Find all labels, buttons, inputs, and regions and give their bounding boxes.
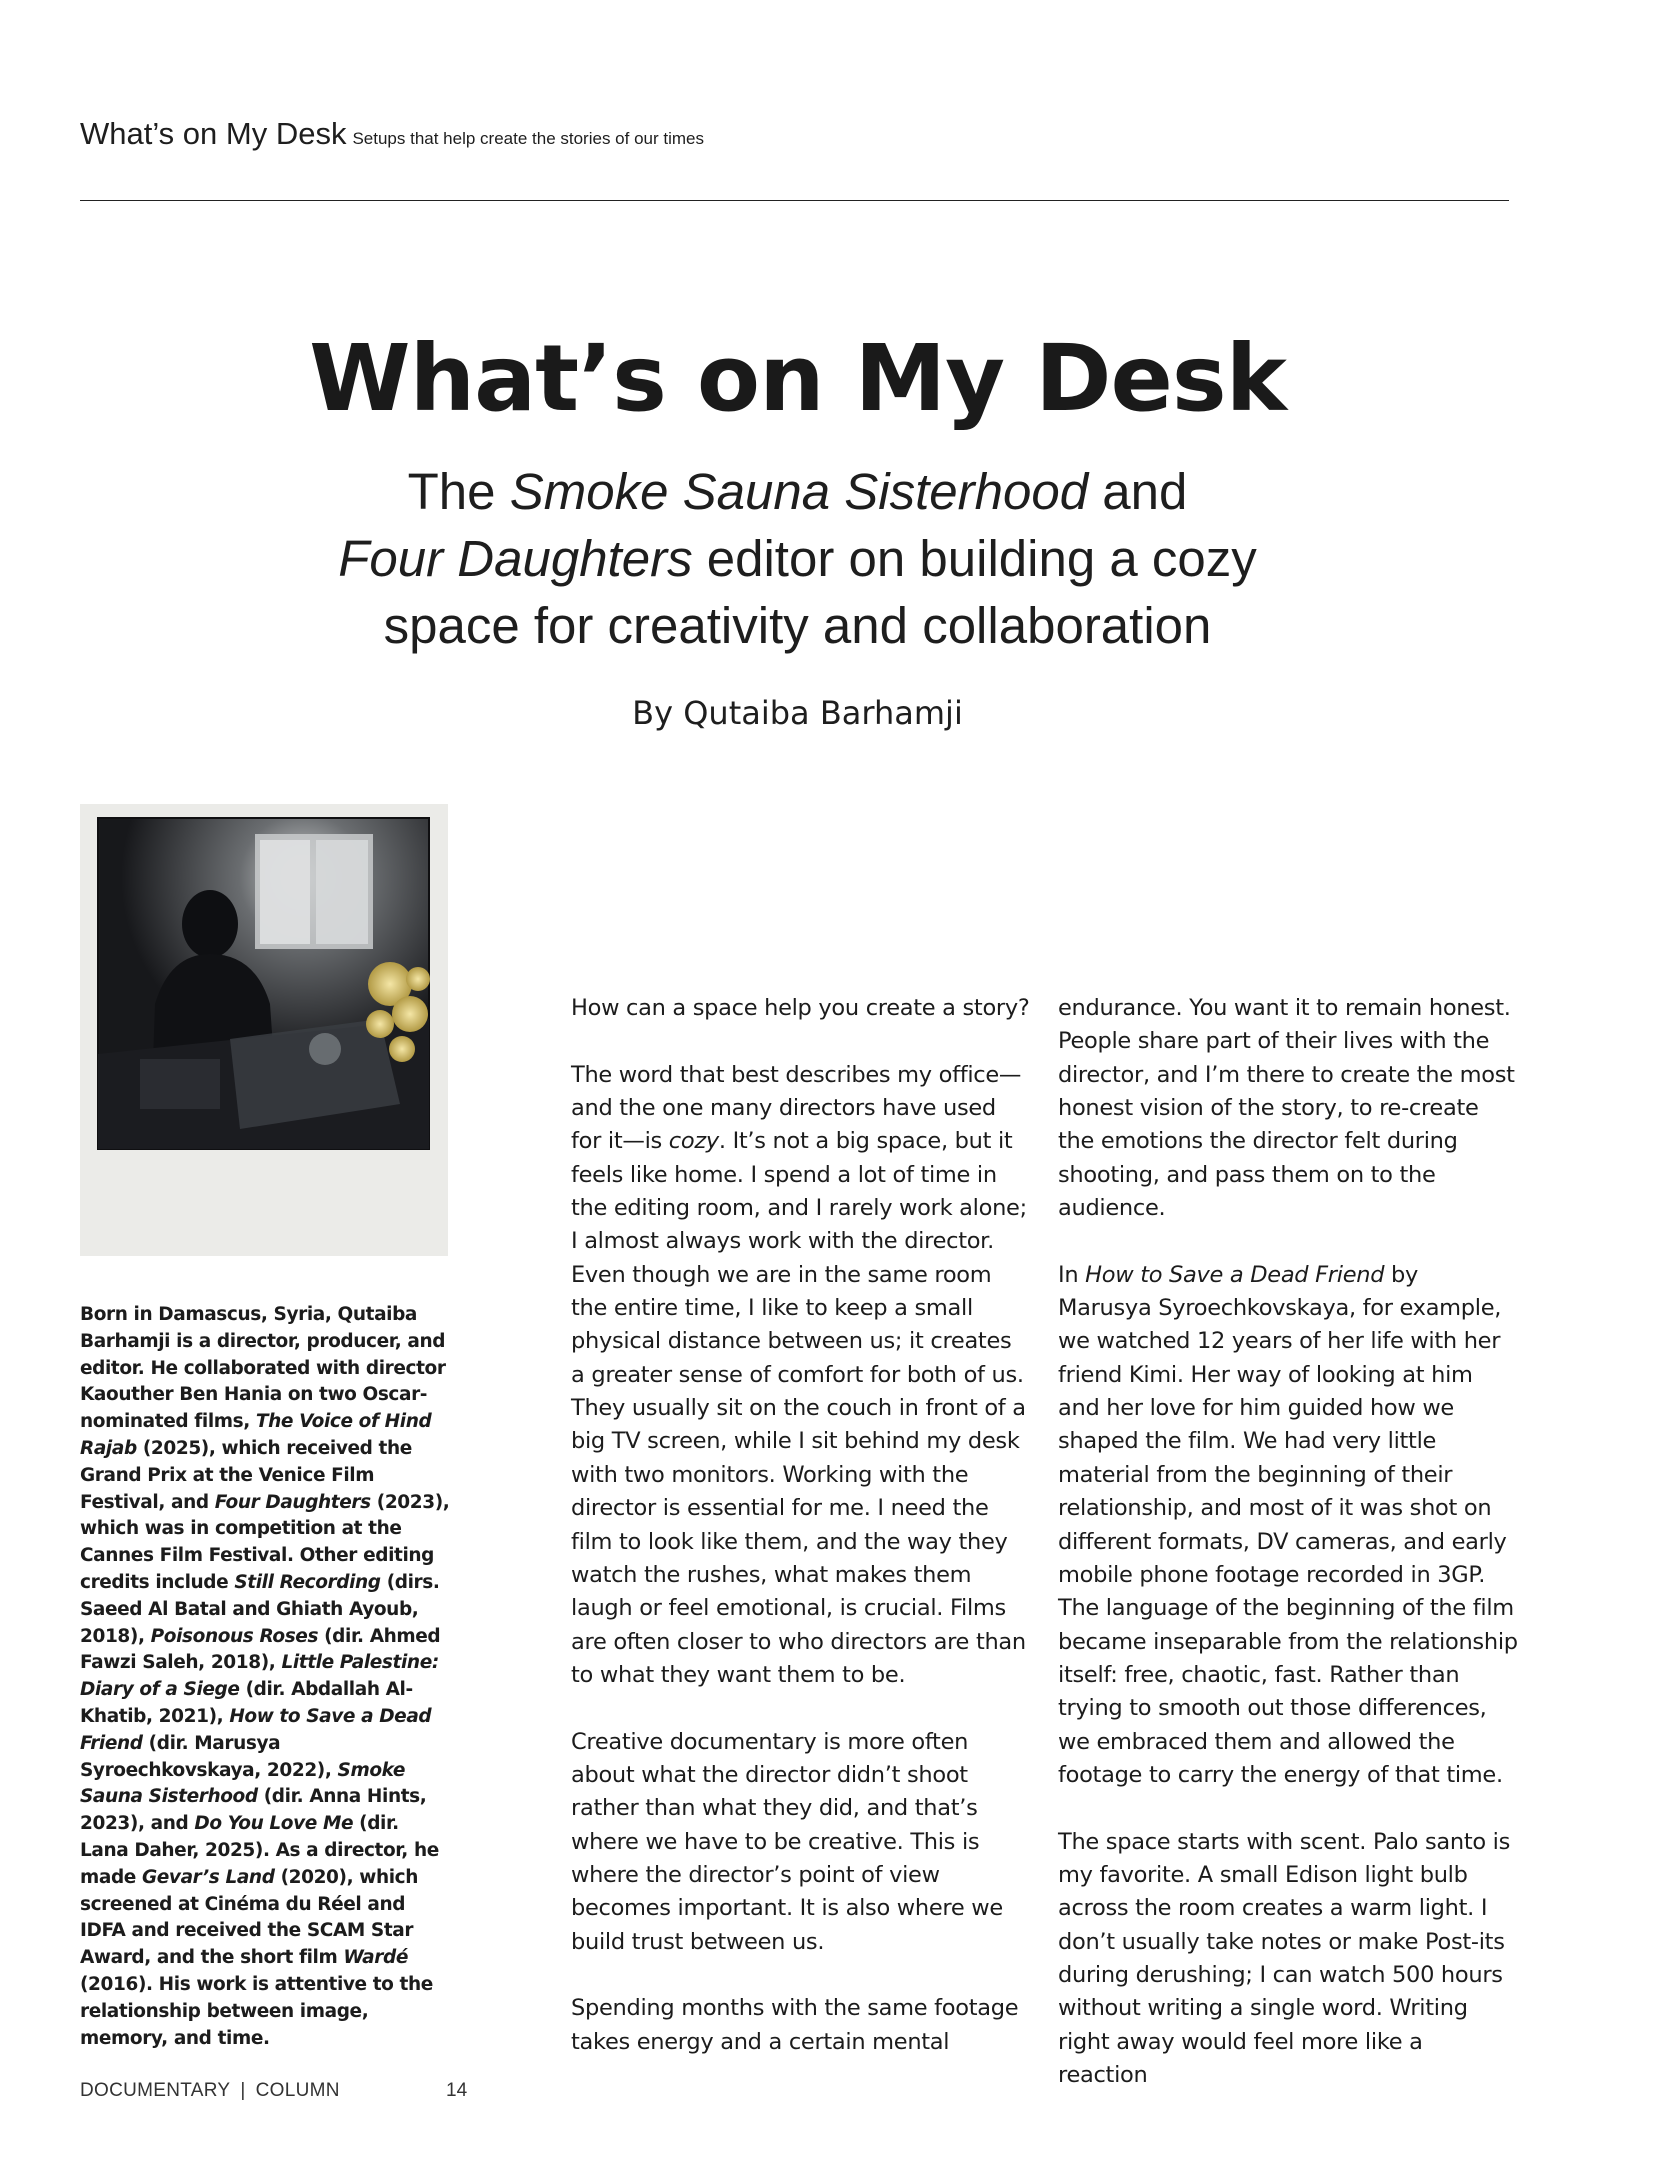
bio-text: (dir. Abdallah Al-Khatib, 2021), [80,1679,413,1727]
subtitle-line-3: space for creativity and collaboration [383,597,1212,654]
article-title: What’s on My Desk [309,325,1286,432]
bio-film-title: Wardé [343,1947,408,1969]
body-film-title: How to Save a Dead Friend [1085,1261,1385,1288]
bio-film-title: Smoke Sauna Sisterhood [80,1759,406,1808]
subtitle-text: editor on building a cozy [692,530,1257,587]
bio-film-title: The Voice of Hind Rajab [80,1411,432,1459]
bio-text: (2020), which screened at Cinéma du Réel and IDFA and received the SCAM Star Award, and the short film [80,1866,418,1969]
author-bio [80,1302,450,2052]
bio-film-title: How to Save a Dead Friend [80,1705,432,1754]
bio-film-title: Little Palestine: Diary of a Siege [80,1652,439,1701]
subtitle-line-1 [0,458,1595,525]
bio-text: (dir. Anna Hints, 2023), and [80,1786,427,1835]
running-head [80,116,704,152]
article-subtitle [0,458,1595,659]
bio-text: (2023), which was in competition at the Cannes Film Festival. Other editing credits include [80,1491,450,1593]
body-text: In [1058,1261,1086,1288]
footer-category: COLUMN [255,2080,340,2101]
bio-text: (dir. Ahmed Fawzi Saleh, 2018), [80,1625,441,1674]
byline: By Qutaiba Barhamji [632,694,963,732]
desk-photo-image [80,804,448,1256]
bio-text: (dirs. Saeed Al Batal and Ghiath Ayoub, 2018), [80,1571,440,1647]
body-text: The word that best describes my office—and the one many directors have used for it—is [571,1061,1022,1155]
body-text: . It’s not a big space, but it feels like home. I spend a lot of time in the editing room, and I rarely work alone; I almost always work with the director. Even though we are in the same room the entire time, I like to keep a small physical distance between us; it creates a greater sense of comfort for both of us. They usually sit on the couch in front of a big TV screen, while I sit behind my desk with two monitors. Working with the director is essential for me. I need the film to look like them, and the way they watch the rushes, what makes them laugh or feel emotional, is crucial. Films are often closer to who directors are than to what they want them to be. [571,1128,1027,1688]
body-paragraph [1058,1259,1518,1793]
footer-separator: | [240,2080,246,2101]
body-paragraph: Creative documentary is more often about what the director didn’t shoot rather than what they did, and that’s where we have to be creative. This is where the director’s point of view becomes important. It is also where we build trust between us. [571,1728,1003,1955]
subtitle-text: The [407,463,510,520]
body-paragraph: Spending months with the same footage takes energy and a certain mental [571,1995,1019,2055]
body-paragraph: endurance. You want it to remain honest. People share part of their lives with the director, and I’m there to create the most honest vision of the story, to re-create the emotions the director felt during shooting, and pass them on to the audience. [1058,995,1515,1222]
running-head-subtitle: Setups that help create the stories of our times [352,129,704,148]
bio-text: (dir. Marusya Syroechkovskaya, 2022), [80,1732,338,1781]
bio-film-title: Gevar’s Land [142,1866,275,1888]
author-polaroid-photo [80,804,448,1256]
interview-question: How can a space help you create a story? [571,995,1030,1021]
footer-section: DOCUMENTARY [80,2080,231,2101]
body-text: by Marusya Syroechkovskaya, for example, we watched 12 years of her life with her friend Kimi. Her way of looking at him and her love for him guided how we shaped the film. We had very little material from the beginning of their relationship, and most of it was shot on different formats, DV cameras, and early mobile phone footage recorded in 3GP. The language of the beginning of the film became inseparable from the relationship itself: free, chaotic, fast. Rather than trying to smooth out those differences, we embraced them and allowed the footage to carry the energy of that time. [1058,1261,1518,1788]
subtitle-italic-title: Smoke Sauna Sisterhood [509,463,1089,520]
bio-text: (2025), which received the Grand Prix at the Venice Film Festival, and [80,1437,412,1513]
body-emphasis: cozy [668,1128,719,1155]
bio-text: (dir. Lana Daher, 2025). As a director, he made [80,1813,439,1888]
body-paragraph: The space starts with scent. Palo santo is my favorite. A small Edison light bulb across the room creates a warm light. I don’t usually take notes or make Post-its during derushing; I can watch 500 hours without writing a single word. Writing right away would feel more like a reaction [1058,1828,1511,2088]
subtitle-line-2 [0,525,1595,592]
bio-text: (2016). His work is attentive to the relationship between image, memory, and time. [80,1973,433,2049]
subtitle-text: and [1088,463,1188,520]
page-footer [80,2080,340,2102]
body-column-right [1058,992,1518,2126]
bio-film-title: Still Recording [234,1571,381,1593]
page-number: 14 [446,2080,468,2101]
bio-film-title: Do You Love Me [194,1813,354,1835]
body-column-middle [571,992,1031,2092]
bio-film-title: Four Daughters [214,1491,371,1513]
subtitle-italic-title: Four Daughters [338,530,693,587]
body-paragraph [571,1059,1031,1693]
bio-film-title: Poisonous Roses [150,1625,319,1647]
running-head-title: What’s on My Desk [80,116,347,151]
bio-text: Born in Damascus, Syria, Qutaiba Barhamji is a director, producer, and editor. He collaborated with director Kaouther Ben Hania on two Oscar-nominated films, [80,1304,446,1433]
header-rule [80,200,1509,201]
